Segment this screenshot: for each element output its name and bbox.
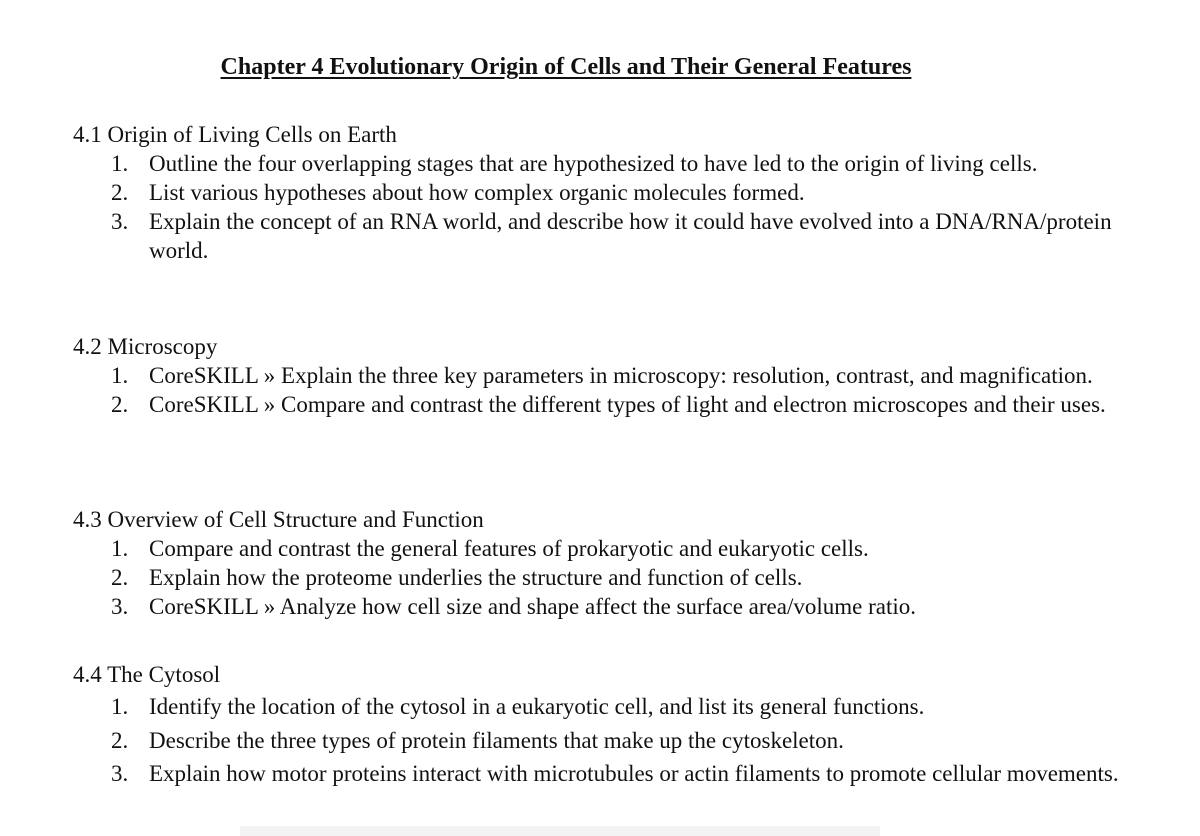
objective-item bbox=[73, 592, 1153, 621]
item-text: Explain how the proteome underlies the structure and function of cells. bbox=[149, 565, 803, 590]
item-text: Identify the location of the cytosol in a eukaryotic cell, and list its general functions. bbox=[149, 694, 925, 719]
item-number: 3. bbox=[111, 209, 129, 234]
item-text: Outline the four overlapping stages that are hypothesized to have led to the origin of living cells. bbox=[149, 151, 1038, 176]
objective-list bbox=[73, 361, 1153, 419]
section-4-2 bbox=[73, 332, 1153, 419]
item-number: 1. bbox=[111, 694, 129, 719]
item-text: List various hypotheses about how complex organic molecules formed. bbox=[149, 180, 805, 205]
objective-item bbox=[73, 149, 1153, 178]
item-number: 2. bbox=[111, 392, 129, 417]
item-number: 1. bbox=[111, 151, 129, 176]
objective-item bbox=[73, 534, 1153, 563]
objective-item bbox=[73, 207, 1153, 265]
objective-item bbox=[73, 690, 1153, 724]
page-bottom-shadow bbox=[240, 826, 880, 836]
item-number: 1. bbox=[111, 363, 129, 388]
objective-item bbox=[73, 361, 1153, 390]
item-text: Compare and contrast the general features of prokaryotic and eukaryotic cells. bbox=[149, 536, 869, 561]
item-text: Describe the three types of protein filaments that make up the cytoskeleton. bbox=[149, 727, 844, 753]
objective-item bbox=[73, 390, 1153, 419]
item-number: 3. bbox=[111, 761, 129, 786]
item-text: CoreSKILL » Compare and contrast the different types of light and electron microscopes and their uses. bbox=[149, 392, 1106, 417]
item-number: 1. bbox=[111, 536, 129, 561]
section-heading: 4.3 Overview of Cell Structure and Function bbox=[73, 507, 484, 532]
section-heading: 4.2 Microscopy bbox=[73, 334, 218, 359]
item-number: 2. bbox=[111, 727, 129, 753]
item-number: 2. bbox=[111, 180, 129, 205]
section-heading: 4.4 The Cytosol bbox=[73, 662, 221, 687]
objective-list bbox=[73, 534, 1153, 621]
section-4-4 bbox=[73, 659, 1153, 791]
item-text: CoreSKILL » Analyze how cell size and shape affect the surface area/volume ratio. bbox=[149, 594, 916, 619]
objective-item bbox=[73, 563, 1153, 592]
item-text: Explain how motor proteins interact with microtubules or actin filaments to promote cellular movements. bbox=[149, 761, 1119, 786]
item-number: 2. bbox=[111, 565, 129, 590]
section-heading: 4.1 Origin of Living Cells on Earth bbox=[73, 122, 397, 147]
item-text: Explain the concept of an RNA world, and describe how it could have evolved into a DNA/RNA/protein world. bbox=[149, 209, 1112, 263]
item-text: CoreSKILL » Explain the three key parameters in microscopy: resolution, contrast, and magnification. bbox=[149, 363, 1093, 388]
section-4-1 bbox=[73, 120, 1153, 265]
objective-list bbox=[73, 149, 1153, 265]
objective-item bbox=[73, 757, 1153, 791]
chapter-title: Chapter 4 Evolutionary Origin of Cells and Their General Features bbox=[220, 54, 912, 80]
objective-item bbox=[73, 178, 1153, 207]
objective-list bbox=[73, 690, 1153, 791]
item-number: 3. bbox=[111, 594, 129, 619]
objective-item bbox=[73, 724, 1153, 758]
section-4-3 bbox=[73, 505, 1153, 621]
